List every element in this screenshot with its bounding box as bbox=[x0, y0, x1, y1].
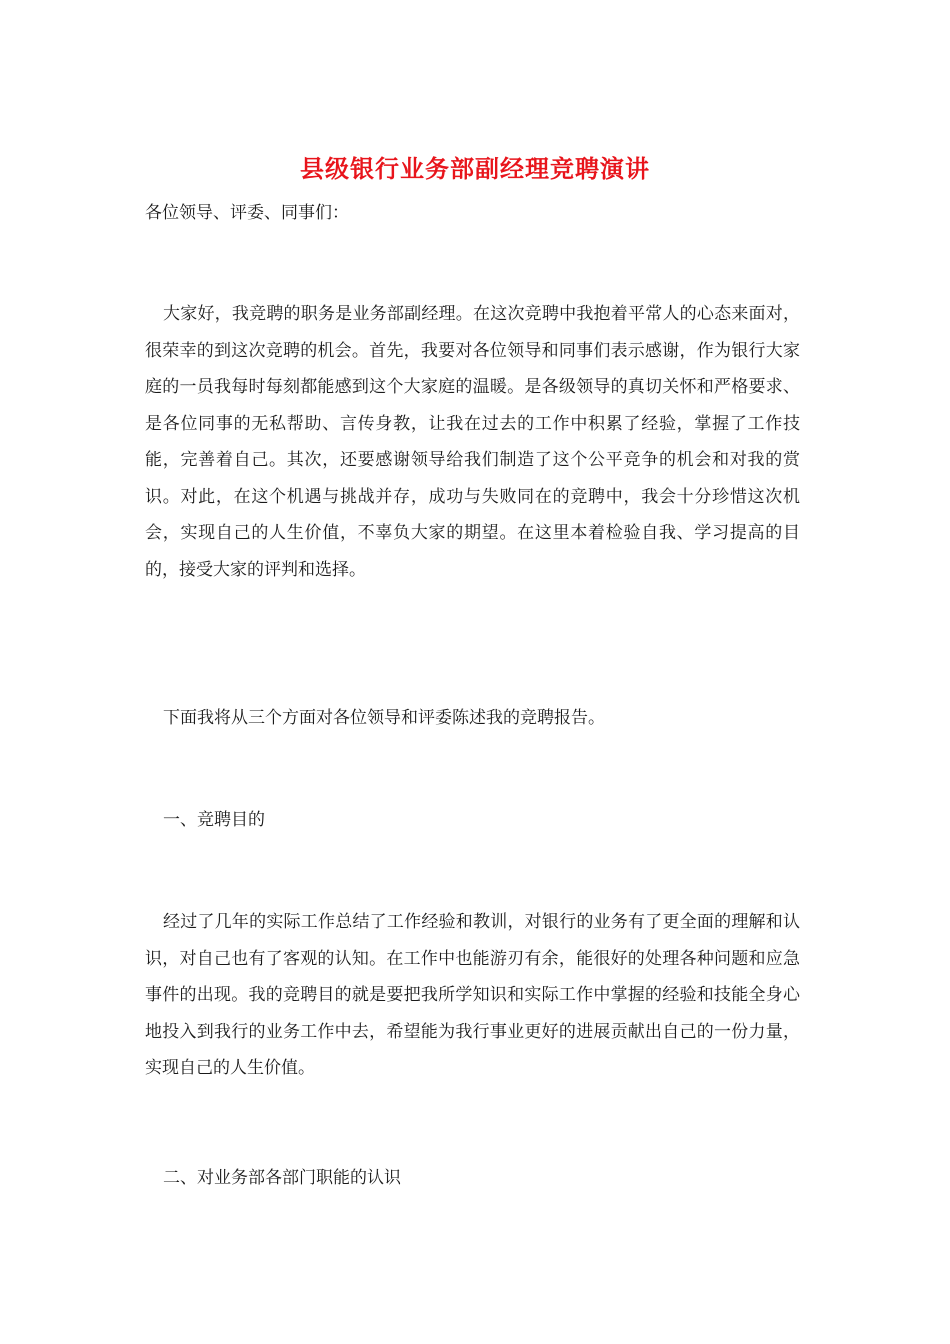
paragraph-purpose: 经过了几年的实际工作总结了工作经验和教训，对银行的业务有了更全面的理解和认识，对自己也有了客观的认知。在工作中也能游刃有余，能很好的处理各种问题和应急事件的出现。我的竞聘目的就是要把我所学知识和实际工作中掌握的经验和技能全身心地投入到我行的业务工作中去，希望能为我行事业更好的进展贡献出自己的一份力量，实现自己的人生价值。 bbox=[145, 912, 800, 1078]
section-heading-1: 一、竞聘目的 bbox=[163, 810, 265, 830]
section-heading-2: 二、对业务部各部门职能的认识 bbox=[163, 1168, 401, 1188]
salutation: 各位领导、评委、同事们： bbox=[145, 203, 349, 223]
paragraph-introduction: 大家好，我竞聘的职务是业务部副经理。在这次竞聘中我抱着平常人的心态来面对，很荣幸的到这次竞聘的机会。首先，我要对各位领导和同事们表示感谢，作为银行大家庭的一员我每时每刻都能感到这个大家庭的温暖。是各级领导的真切关怀和严格要求、是各位同事的无私帮助、言传身教，让我在过去的工作中积累了经验，掌握了工作技能，完善着自己。其次，还要感谢领导给我们制造了这个公平竞争的机会和对我的赏识。对此，在这个机遇与挑战并存，成功与失败同在的竞聘中，我会十分珍惜这次机会，实现自己的人生价值，不辜负大家的期望。在这里本着检验自我、学习提高的目的，接受大家的评判和选择。 bbox=[145, 304, 800, 580]
document-title: 县级银行业务部副经理竞聘演讲 bbox=[300, 154, 650, 183]
paragraph-outline: 下面我将从三个方面对各位领导和评委陈述我的竞聘报告。 bbox=[163, 708, 605, 728]
